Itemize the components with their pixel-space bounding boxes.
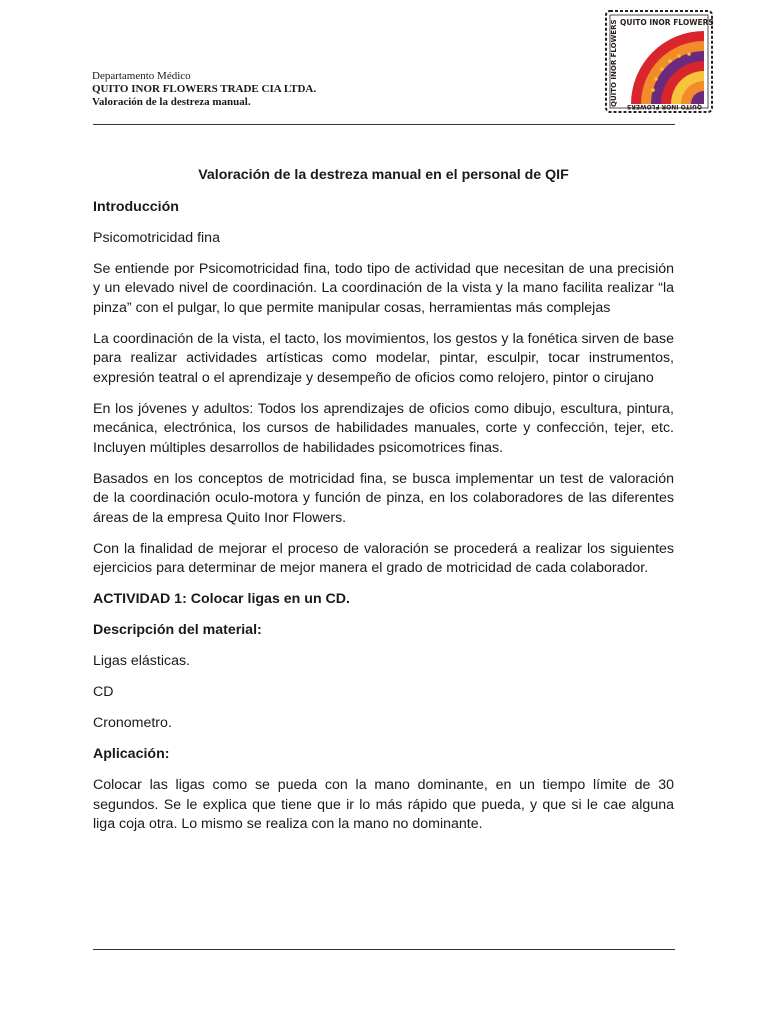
application-text: Colocar las ligas como se pueda con la mano dominante, en un tiempo límite de 30 segundos. Se le explica que tiene que ir lo más rápido que pueda, y que si le cae alguna liga coja otra. Lo mismo se realiza con la mano no dominante. — [93, 777, 674, 832]
logo-text-bottom: QUITO INOR FLOWERS — [626, 103, 702, 110]
document-body — [93, 166, 674, 846]
logo-text-top: QUITO INOR FLOWERS — [620, 18, 714, 27]
material-item: Ligas elásticas. — [93, 653, 190, 669]
material-item: CD — [93, 684, 114, 700]
paragraph: Con la finalidad de mejorar el proceso de valoración se procederá a realizar los siguientes ejercicios para determinar de mejor manera el grado de motricidad de cada colaborador. — [93, 540, 674, 576]
document-header — [92, 70, 316, 109]
material-heading: Descripción del material: — [93, 622, 262, 638]
paragraph: Se entiende por Psicomotricidad fina, todo tipo de actividad que necesitan de una precisión y un elevado nivel de coordinación. La coordinación de la vista y la mano facilita realizar “la pinza” con el pulgar, lo que permite manipular cosas, herramientas más complejas — [93, 260, 674, 316]
material-item: Cronometro. — [93, 715, 172, 731]
logo-graphic — [604, 9, 714, 114]
footer-divider — [93, 949, 675, 950]
department-name: Departamento Médico — [92, 70, 191, 82]
company-logo — [604, 9, 714, 114]
intro-heading: Introducción — [93, 198, 179, 215]
paragraph: En los jóvenes y adultos: Todos los aprendizajes de oficios como dibujo, escultura, pintura, mecánica, electrónica, los cursos de habilidades manuales, corte y confección, tejer, etc. Incluyen múltiples desarrollos de habilidades psicomotrices finas. — [93, 400, 674, 456]
intro-subheading: Psicomotricidad fina — [93, 229, 220, 246]
document-subject: Valoración de la destreza manual. — [92, 96, 251, 108]
application-heading: Aplicación: — [93, 746, 170, 762]
paragraph: Basados en los conceptos de motricidad fina, se busca implementar un test de valoración de la coordinación oculo-motora y función de pinza, en los colaboradores de las diferentes áreas de la empresa Quito Inor Flowers. — [93, 470, 674, 526]
header-divider — [93, 124, 675, 125]
company-name: QUITO INOR FLOWERS TRADE CIA LTDA. — [92, 83, 317, 95]
document-title: Valoración de la destreza manual en el personal de QIF — [198, 167, 569, 183]
logo-text-side: QUITO INOR FLOWERS — [610, 19, 618, 107]
activity-heading: ACTIVIDAD 1: Colocar ligas en un CD. — [93, 591, 350, 607]
paragraph: La coordinación de la vista, el tacto, los movimientos, los gestos y la fonética sirven de base para realizar actividades artísticas como modelar, pintar, esculpir, tocar instrumentos, expresión teatral o el aprendizaje y desempeño de oficios como relojero, pintor o cirujano — [93, 330, 674, 386]
